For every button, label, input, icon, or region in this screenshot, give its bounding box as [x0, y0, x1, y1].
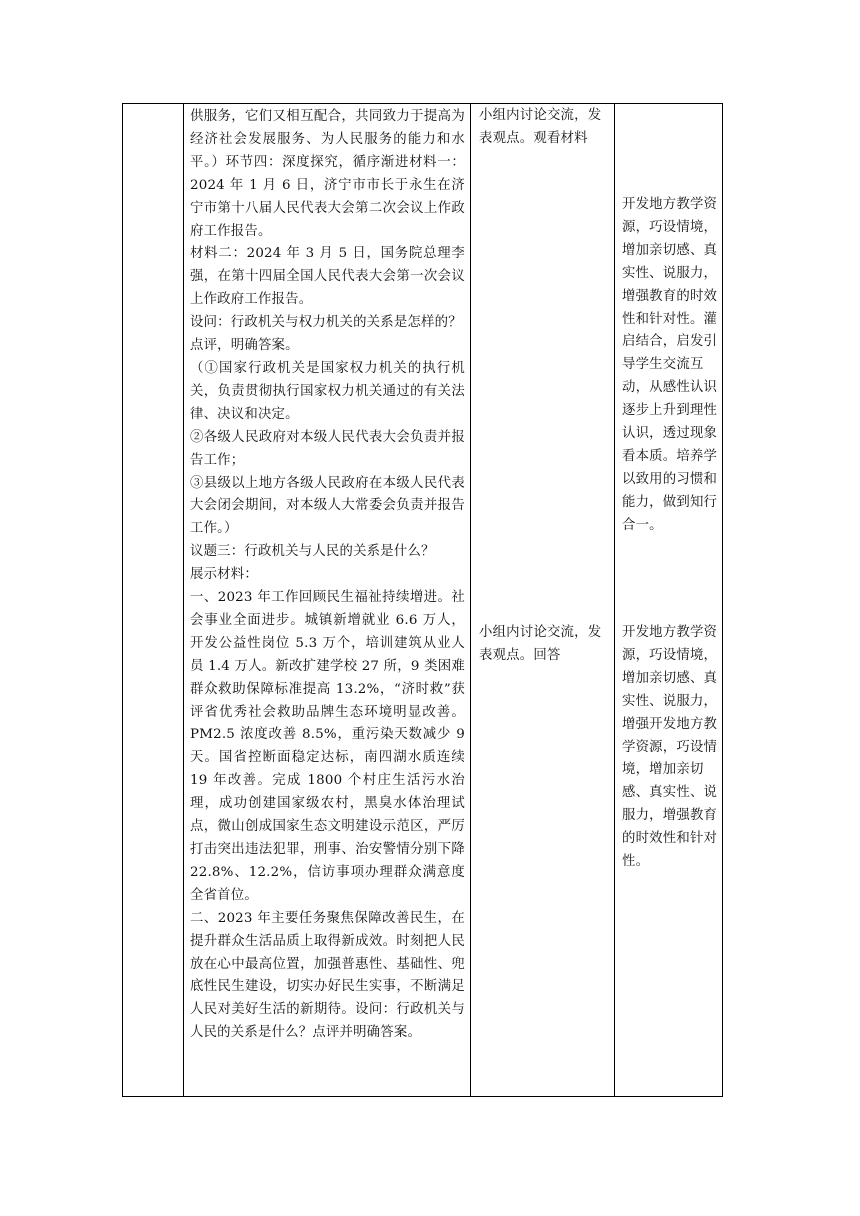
paragraph: 展示材料：: [190, 567, 258, 583]
student-activity-text: 小组内讨论交流，发表观点。观看材料: [479, 108, 602, 146]
design-intent-block-2: [622, 622, 719, 874]
paragraph: （①国家行政机关是国家权力机关的执行机关，负责贯彻执行国家权力机关通过的有关法律、决议和决定。: [190, 360, 465, 422]
design-intent-text: 开发地方教学资源，巧设情境，增加亲切感、真实性、说服力，增强教育的时效性和针对性。灌启结合，启发引导学生交流互动，从感性认识逐步上升到理性认识，透过现象看本质。培养学以致用的习惯和能力，做到知行合一。: [622, 197, 718, 533]
student-activity-cell: [471, 104, 615, 1097]
paragraph: 议题三：行政机关与人民的关系是什么？: [190, 544, 435, 560]
design-intent-cell: [615, 104, 723, 1097]
teacher-activity-text: [184, 104, 470, 1045]
student-activity-block-1: [479, 105, 610, 151]
teacher-activity-cell: [184, 104, 471, 1097]
paragraph: 二、2023 年主要任务聚焦保障改善民生，在提升群众生活品质上取得新成效。时刻把人民放在心中最高位置，加强普惠性、基础性、兜底性民生建设，切实办好民生实事，不断满足人民对美好生活的新期待。设问：行政机关与人民的关系是什么？点评并明确答案。: [190, 910, 465, 1041]
paragraph: ②各级人民政府对本级人民代表大会负责并报告工作；: [190, 429, 465, 468]
design-intent-text: 开发地方教学资源，巧设情境，增加亲切感、真实性、说服力，增强开发地方教学资源，巧设情境，增加亲切感、真实性、说服力，增强教育的时效性和针对性。: [622, 625, 718, 870]
paragraph: 点评，明确答案。: [190, 338, 299, 354]
paragraph: 供服务，它们又相互配合，共同致力于提高为经济社会发展服务、为人民服务的能力和水平。）环节四：深度探究，循序渐进材料一：2024 年 1 月 6 日，济宁市市长于永生在济宁市第十八届人民代表大会第二次会议上作政府工作报告。: [190, 109, 465, 239]
paragraph: 一、2023 年工作回顾民生福祉持续增进。社会事业全面进步。城镇新增就业 6.6 万人，开发公益性岗位 5.3 万个，培训建筑从业人员 1.4 万人。新改扩建学校 27 所，9 类困难群众救助保障标准提高 13.2%，“济时救”获评省优秀社会救助品牌生态环境明显改善。PM2.5 浓度改善 8.5%，重污染天数减少 9 天。国省控断面稳定达标，南四湖水质连续 19 年改善。完成 1800 个村庄生活污水治理，成功创建国家级农村，黑臭水体治理试点，微山创成国家生态文明建设示范区，严厉打击突出违法犯罪，刑事、治安警情分别下降 22.8%、12.2%，信访事项办理群众满意度全省首位。: [190, 590, 465, 903]
student-activity-text: 小组内讨论交流，发表观点。回答: [479, 625, 602, 663]
student-activity-block-2: [479, 622, 610, 668]
design-intent-block-1: [622, 194, 719, 538]
paragraph: 设问：行政机关与权力机关的关系是怎样的？: [190, 315, 462, 331]
paragraph: ③县级以上地方各级人民政府在本级人民代表大会闭会期间，对本级人大常委会负责并报告工作。）: [190, 475, 465, 537]
table-row: [123, 104, 723, 1097]
paragraph: 材料二：2024 年 3 月 5 日，国务院总理李强，在第十四届全国人民代表大会第一次会议上作政府工作报告。: [190, 246, 465, 308]
stage-cell: [123, 104, 184, 1097]
lesson-plan-table: [122, 103, 723, 1097]
